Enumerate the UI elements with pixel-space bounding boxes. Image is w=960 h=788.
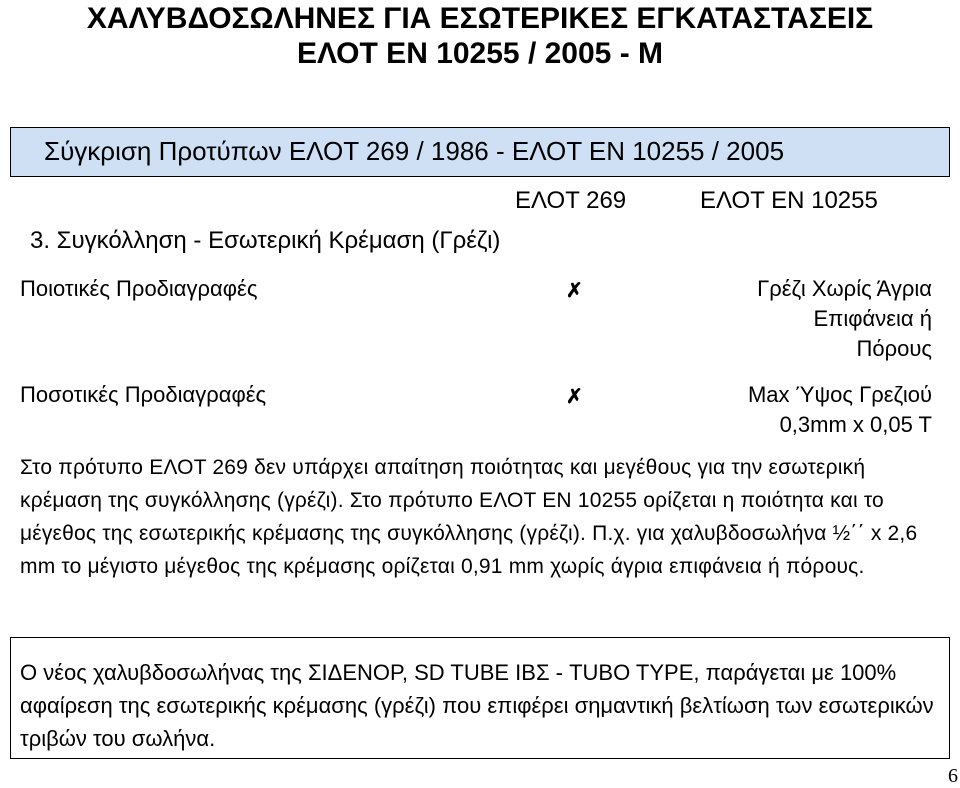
summary-paragraph: Ο νέος χαλυβδοσωλήνας της ΣΙΔΕΝΟΡ, SD TUBE ΙΒΣ - TUBO TYPE, παράγεται με 100% αφαίρεση της εσωτερικής κρέμασης (γρέζι) που επιφέρει σημαντική βελτίωση των εσωτερικών τριβών του σωλήνα. — [20, 660, 934, 751]
row-value-line: Πόρους — [856, 336, 932, 361]
column-header-elot269: ΕΛΟΤ 269 — [515, 187, 627, 214]
row-value-line: Γρέζι Χωρίς Άγρια — [757, 276, 932, 301]
row-label-quality: Ποιοτικές Προδιαγραφές — [20, 276, 258, 301]
row-value-line: Max Ύψος Γρεζιού — [747, 382, 932, 407]
comparison-banner — [10, 127, 950, 177]
section-title: 3. Συγκόλληση - Εσωτερική Κρέμαση (Γρέζι) — [30, 227, 501, 254]
page-number: 6 — [948, 765, 958, 787]
cross-mark-icon: ✗ — [566, 280, 583, 302]
row-label-quantity: Ποσοτικές Προδιαγραφές — [20, 382, 267, 407]
document-title-line2: ΕΛΟΤ ΕΝ 10255 / 2005 - Μ — [296, 37, 664, 70]
summary-box — [10, 637, 950, 759]
banner-text: Σύγκριση Προτύπων ΕΛΟΤ 269 / 1986 - ΕΛΟΤ ΕΝ 10255 / 2005 — [44, 136, 785, 166]
row-value-quality — [757, 274, 932, 364]
row-value-line: Επιφάνεια ή — [813, 306, 932, 331]
column-header-en10255: ΕΛΟΤ ΕΝ 10255 — [700, 187, 878, 214]
explanation-paragraph: Στο πρότυπο ΕΛΟΤ 269 δεν υπάρχει απαίτηση ποιότητας και μεγέθους για την εσωτερική κρέμαση της συγκόλλησης (γρέζι). Στο πρότυπο ΕΛΟΤ ΕΝ 10255 ορίζεται η ποιότητα και το μέγεθος της εσωτερικής κρέμασης της συγκόλλησης (γρέζι). Π.χ. για χαλυβδοσωλήνα ½΄΄ x 2,6 mm το μέγιστο μέγεθος της κρέμασης ορίζεται 0,91 mm χωρίς άγρια επιφάνεια ή πόρους. — [20, 456, 918, 578]
row-value-quantity — [748, 380, 932, 440]
cross-mark-icon: ✗ — [566, 386, 583, 408]
document-title-line1: ΧΑΛΥΒΔΟΣΩΛΗΝΕΣ ΓΙΑ ΕΣΩΤΕΡΙΚΕΣ ΕΓΚΑΤΑΣΤΑΣΕΙΣ — [86, 2, 874, 35]
row-value-line: 0,3mm x 0,05 T — [779, 412, 932, 437]
